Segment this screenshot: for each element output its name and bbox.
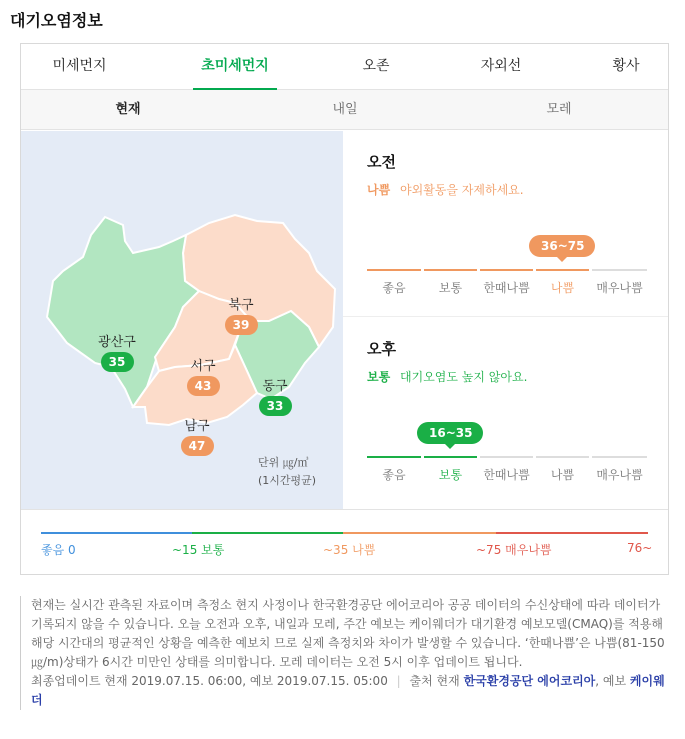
page-title: 대기오염정보 bbox=[10, 11, 103, 30]
scale-label: 한때나쁨 bbox=[483, 281, 530, 295]
scale-seg bbox=[592, 456, 647, 458]
tab-pm10[interactable]: 미세먼지 bbox=[52, 58, 107, 74]
region-bukgu[interactable] bbox=[221, 294, 261, 335]
scale-seg bbox=[480, 456, 533, 458]
pm-grade-scale bbox=[367, 426, 647, 498]
region-map bbox=[21, 131, 343, 509]
scale-label-active: 나쁨 bbox=[550, 281, 575, 295]
scale-label: 매우나쁨 bbox=[596, 281, 643, 295]
pm-forecast bbox=[367, 338, 647, 385]
am-message: 야외활동을 자제하세요. bbox=[400, 183, 524, 197]
region-value-badge: 33 bbox=[259, 396, 292, 416]
region-name: 광산구 bbox=[98, 335, 136, 350]
scale-label: 보통 bbox=[438, 281, 463, 295]
pollutant-tabs bbox=[21, 44, 668, 90]
region-seogu[interactable] bbox=[183, 355, 223, 396]
tab-ozone[interactable]: 오존 bbox=[362, 58, 390, 74]
unit-label: 단위 ㎍/㎥ bbox=[258, 456, 309, 469]
scale-seg bbox=[592, 269, 647, 271]
scale-seg bbox=[424, 269, 477, 271]
am-forecast bbox=[367, 151, 647, 198]
scale-seg bbox=[424, 456, 477, 458]
scale-label: 좋음 bbox=[382, 468, 406, 482]
region-value-badge: 47 bbox=[181, 436, 214, 456]
legend-bar-very-bad bbox=[496, 532, 648, 534]
region-value-badge: 35 bbox=[101, 352, 134, 372]
source-mid: , 예보 bbox=[595, 674, 627, 688]
am-label: 오전 bbox=[367, 153, 396, 171]
tab-yellow-dust[interactable]: 황사 bbox=[612, 58, 640, 74]
region-gwangsangu[interactable] bbox=[97, 331, 137, 372]
source-prefix: 출처 현재 bbox=[409, 674, 460, 688]
region-value-badge: 43 bbox=[187, 376, 220, 396]
region-name: 서구 bbox=[190, 359, 216, 374]
legend-bar-good bbox=[41, 532, 192, 534]
pm-range-bubble: 16~35 bbox=[417, 422, 483, 444]
scale-seg bbox=[536, 456, 589, 458]
divider bbox=[343, 316, 668, 317]
tab-tomorrow[interactable]: 내일 bbox=[332, 102, 358, 117]
scale-seg bbox=[367, 456, 421, 458]
tab-pm25[interactable]: 초미세먼지 bbox=[193, 44, 277, 90]
am-grade-scale bbox=[367, 239, 647, 311]
unit-note bbox=[258, 454, 316, 490]
tab-now[interactable]: 현재 bbox=[115, 102, 141, 117]
scale-seg bbox=[367, 269, 421, 271]
legend-label: ~35 나쁨 bbox=[323, 543, 376, 557]
unit-sub: (1시간평균) bbox=[258, 474, 317, 487]
notice-box bbox=[20, 596, 668, 710]
region-donggu[interactable] bbox=[255, 375, 295, 416]
pm-grade: 보통 bbox=[367, 370, 391, 384]
region-value-badge: 39 bbox=[225, 315, 258, 335]
scale-seg bbox=[480, 269, 533, 271]
region-name: 남구 bbox=[184, 419, 210, 434]
region-name: 북구 bbox=[228, 298, 254, 313]
airkorea-link[interactable]: 한국환경공단 에어코리아 bbox=[463, 674, 596, 688]
legend-label: 좋음 0 bbox=[41, 543, 76, 557]
legend-bar-normal bbox=[192, 532, 343, 534]
region-namgu[interactable] bbox=[177, 415, 217, 456]
legend-label: ~75 매우나쁨 bbox=[476, 543, 552, 557]
update-time: 최종업데이트 현재 2019.07.15. 06:00, 예보 2019.07.15. 05:00 bbox=[31, 674, 388, 688]
scale-label-active: 보통 bbox=[438, 468, 463, 482]
air-quality-panel bbox=[20, 43, 669, 575]
scale-label: 좋음 bbox=[382, 281, 406, 295]
notice-text: 현재는 실시간 관측된 자료이며 측정소 현지 사정이나 한국환경공단 에어코리아 공공 데이터의 수신상태에 따라 데이터가 기록되지 않을 수 있습니다. 오늘 오전과 오후, 내일과 모레, 주간 예보는 케이웨더가 대기환경 예보모델(CMAQ)를 적용해 해당 시간대의 평균적인 상황을 예측한 예보치 므로 실제 측정치와 차이가 발생할 수 있습니다. ‘한때나쁨’은 나쁨(81-150㎍/m)상태가 6시간 미만인 상태를 의미합니다. 모레 데이터는 오전 5시 이후 업데이트 됩니다. bbox=[31, 598, 665, 669]
forecast-area bbox=[343, 131, 668, 509]
legend-label: ~15 보통 bbox=[172, 543, 225, 557]
scale-seg bbox=[536, 269, 589, 271]
grade-legend bbox=[21, 509, 668, 575]
tab-uv[interactable]: 자외선 bbox=[480, 58, 522, 74]
scale-label: 한때나쁨 bbox=[483, 468, 530, 482]
scale-label: 나쁨 bbox=[550, 468, 575, 482]
am-range-bubble: 36~75 bbox=[529, 235, 595, 257]
tab-day-after[interactable]: 모레 bbox=[546, 102, 572, 117]
pm-message: 대기오염도 높지 않아요. bbox=[400, 370, 528, 384]
kweather-link[interactable]: 케이웨더 bbox=[31, 674, 665, 707]
region-name: 동구 bbox=[262, 379, 288, 394]
pm-label: 오후 bbox=[367, 340, 396, 358]
legend-bar-bad bbox=[343, 532, 496, 534]
update-line: 최종업데이트 현재 2019.07.15. 06:00, 예보 2019.07.15. 05:00 | 출처 현재 한국환경공단 에어코리아, 예보 케이웨더 bbox=[31, 674, 665, 707]
day-tabs bbox=[21, 90, 668, 130]
scale-label: 매우나쁨 bbox=[596, 468, 643, 482]
legend-label: 76~ bbox=[627, 541, 653, 555]
am-grade: 나쁨 bbox=[367, 183, 391, 197]
